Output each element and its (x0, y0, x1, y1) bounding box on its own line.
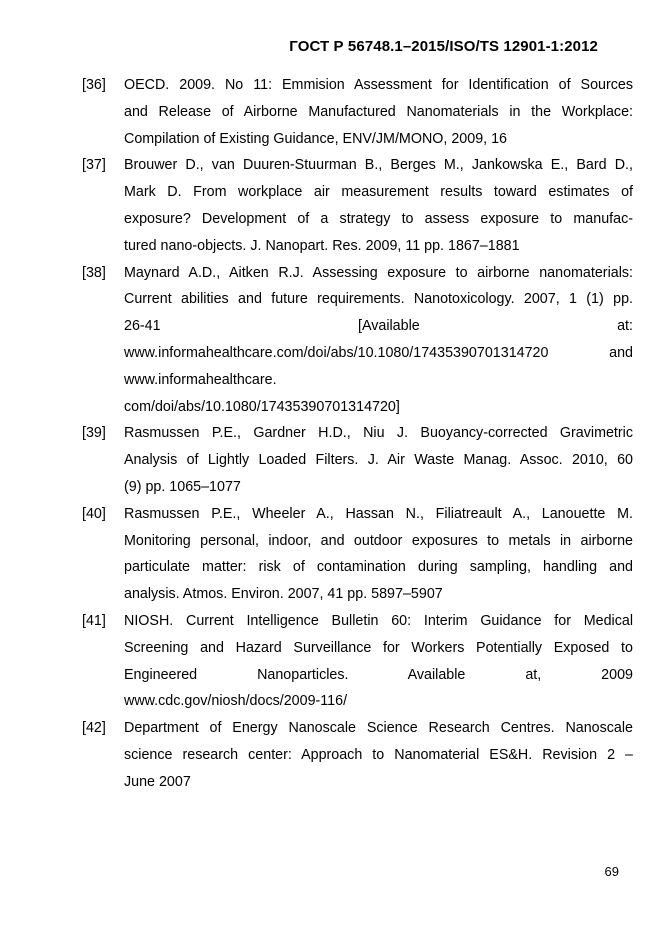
reference-line: Mark D. From workplace air measurement results toward estimates of (124, 184, 633, 201)
page-number: 69 (604, 864, 619, 879)
reference-line: Department of Energy Nanoscale Science Research Centres. Nanoscale (124, 720, 633, 737)
reference-line: (9) pp. 1065–1077 (124, 478, 241, 495)
reference-line: Analysis of Lightly Loaded Filters. J. Air Waste Manag. Assoc. 2010, 60 (124, 452, 633, 469)
reference-line: Engineered Nanoparticles. Available at, 2009 (124, 666, 633, 683)
reference-text (124, 152, 633, 259)
reference-text (124, 608, 633, 715)
reference-text (124, 715, 633, 795)
reference-line: www.informahealthcare. (124, 371, 277, 388)
reference-item (82, 72, 633, 152)
reference-line: www.informahealthcare.com/doi/abs/10.1080/17435390701314720 and (124, 344, 633, 361)
reference-item (82, 260, 633, 421)
reference-number: [41] (82, 612, 106, 629)
reference-line: tured nano-objects. J. Nanopart. Res. 2009, 11 pp. 1867–1881 (124, 237, 520, 254)
reference-line: Compilation of Existing Guidance, ENV/JM/MONO, 2009, 16 (124, 130, 508, 147)
reference-text (124, 72, 633, 152)
reference-line: 26-41 [Available at: (124, 318, 633, 335)
reference-number: [39] (82, 425, 106, 442)
reference-line: Monitoring personal, indoor, and outdoor exposures to metals in airborne (124, 532, 633, 549)
reference-number: [37] (82, 157, 106, 174)
reference-line: com/doi/abs/10.1080/17435390701314720] (124, 398, 400, 415)
reference-number: [38] (82, 264, 106, 281)
reference-line: analysis. Atmos. Environ. 2007, 41 pp. 5897–5907 (124, 586, 443, 603)
reference-item (82, 608, 633, 715)
reference-line: NIOSH. Current Intelligence Bulletin 60: Interim Guidance for Medical (124, 612, 633, 629)
reference-item (82, 501, 633, 608)
reference-line: exposure? Development of a strategy to assess exposure to manufac- (124, 210, 633, 227)
reference-number: [42] (82, 720, 106, 737)
reference-line: Screening and Hazard Surveillance for Workers Potentially Exposed to (124, 639, 633, 656)
reference-line: OECD. 2009. No 11: Emmision Assessment for Identification of Sources (124, 77, 633, 93)
reference-line: science research center: Approach to Nanomaterial ES&H. Revision 2 – (124, 746, 633, 763)
reference-number: [36] (82, 77, 106, 93)
reference-text (124, 501, 633, 608)
reference-line: Rasmussen P.E., Wheeler A., Hassan N., Filiatreault A., Lanouette M. (124, 505, 633, 522)
reference-item (82, 420, 633, 500)
reference-line: www.cdc.gov/niosh/docs/2009-116/ (124, 693, 348, 710)
reference-line: Maynard A.D., Aitken R.J. Assessing exposure to airborne nanomaterials: (124, 264, 633, 281)
reference-text (124, 420, 633, 500)
reference-item (82, 152, 633, 259)
reference-line: particulate matter: risk of contamination during sampling, handling and (124, 559, 633, 576)
reference-line: Brouwer D., van Duuren-Stuurman B., Berges M., Jankowska E., Bard D., (124, 157, 633, 174)
standard-designation: ГОСТ Р 56748.1–2015/ISO/TS 12901-1:2012 (289, 38, 598, 55)
reference-line: and Release of Airborne Manufactured Nanomaterials in the Workplace: (124, 103, 633, 120)
reference-number: [40] (82, 505, 106, 522)
reference-list (82, 72, 633, 796)
reference-line: June 2007 (124, 773, 191, 790)
reference-text (124, 260, 633, 421)
reference-item (82, 715, 633, 795)
reference-line: Rasmussen P.E., Gardner H.D., Niu J. Buoyancy-corrected Gravimetric (124, 425, 633, 442)
reference-line: Current abilities and future requirements. Nanotoxicology. 2007, 1 (1) pp. (124, 291, 633, 308)
